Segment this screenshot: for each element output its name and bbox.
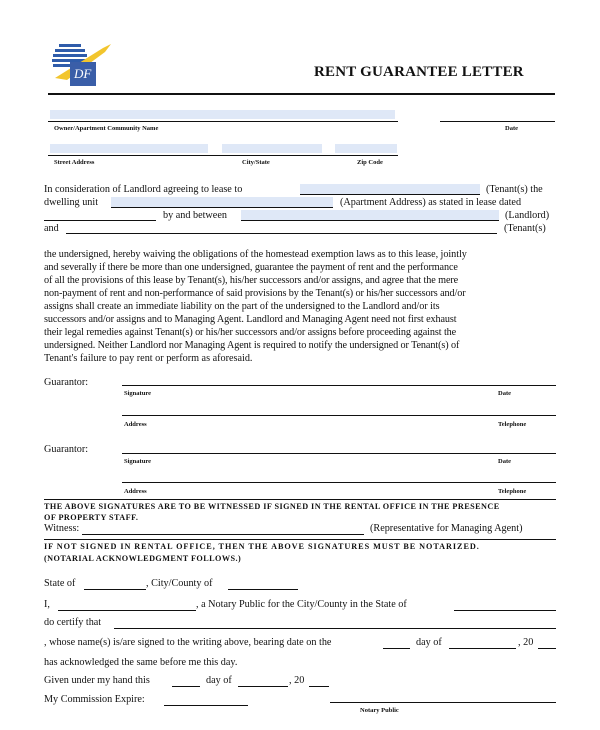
date-label: Date <box>505 125 518 132</box>
guarantor-2-address-line[interactable] <box>122 482 556 483</box>
intro-l2a: dwelling unit <box>44 197 99 208</box>
intro-l1b: (Tenant(s) the <box>486 184 543 195</box>
ack-label: has acknowledged the same before me this day. <box>44 657 238 668</box>
paragraph-line-8: undersigned. Neither Landlord nor Managing Agent is required to notify the undersigned or Tenant(s) of <box>44 340 460 351</box>
witness-notice-1: THE ABOVE SIGNATURES ARE TO BE WITNESSED IF SIGNED IN THE RENTAL OFFICE IN THE PRESENCE <box>44 502 500 511</box>
certify-label: do certify that <box>44 617 102 628</box>
paragraph-line-4: non-payment of rent and non-performance of said provisions by the Tenant(s) or his/her successors and/or <box>44 288 466 299</box>
guarantor-1-address-line[interactable] <box>122 415 556 416</box>
tenant-field[interactable] <box>300 184 480 195</box>
given-month-field[interactable] <box>238 676 288 687</box>
paragraph-line-7: their legal remedies against Tenant(s) or his/her successors and/or assigns before proceeding against the <box>44 327 457 338</box>
paragraph-line-9: Tenant's failure to pay rent or perform as aforesaid. <box>44 353 253 364</box>
expire-label: My Commission Expire: <box>44 694 145 705</box>
lease-date-field[interactable] <box>44 210 156 221</box>
guarantor-1-telephone-label: Telephone <box>498 421 527 428</box>
page-title: RENT GUARANTEE LETTER <box>314 64 524 80</box>
bearing-date-field[interactable] <box>383 638 410 649</box>
witness-rep: (Representative for Managing Agent) <box>370 523 523 534</box>
whose-label: , whose name(s) is/are signed to the writing above, bearing date on the <box>44 637 332 648</box>
state-label: State of <box>44 578 76 589</box>
intro-l4b: (Tenant(s) <box>504 223 546 234</box>
notary-notice-1: IF NOT SIGNED IN RENTAL OFFICE, THEN THE ABOVE SIGNATURES MUST BE NOTARIZED. <box>44 542 480 551</box>
guarantor-2-signature-line[interactable] <box>122 453 556 454</box>
logo-text: DF <box>74 66 92 81</box>
street-field[interactable] <box>50 144 208 153</box>
guarantor-2-address-label: Address <box>124 488 147 495</box>
title-rule <box>48 93 555 95</box>
guarantor-1-address-label: Address <box>124 421 147 428</box>
tenant2-field[interactable] <box>66 223 497 234</box>
intro-l4a: and <box>44 223 59 234</box>
landlord-field[interactable] <box>241 210 499 221</box>
intro-l1a: In consideration of Landlord agreeing to lease to <box>44 184 243 195</box>
owner-field[interactable] <box>50 110 395 119</box>
notary-name-field[interactable] <box>58 600 196 611</box>
guarantor-1-date-label: Date <box>498 390 511 397</box>
expire-field[interactable] <box>164 695 248 706</box>
owner-label: Owner/Apartment Community Name <box>54 125 159 132</box>
day-of-label: day of <box>416 637 442 648</box>
guarantor-1-signature-label: Signature <box>124 390 151 397</box>
guarantor-1-signature-line[interactable] <box>122 385 556 386</box>
guarantor-2-label: Guarantor: <box>44 444 89 455</box>
year-label: , 20 <box>518 637 534 648</box>
state-field[interactable] <box>84 579 146 590</box>
zip-field[interactable] <box>335 144 397 153</box>
date-line <box>440 121 555 122</box>
given-year-label: , 20 <box>289 675 305 686</box>
dwelling-field[interactable] <box>111 197 333 208</box>
notary-signature-line[interactable] <box>330 702 556 703</box>
paragraph-line-5: assigns shall create an immediate liability on the part of the undersigned to the Landlord and/or its <box>44 301 440 312</box>
section-rule-2 <box>44 539 556 540</box>
zip-label: Zip Code <box>357 159 383 166</box>
notary-notice-2: (NOTARIAL ACKNOWLEDGMENT FOLLOWS.) <box>44 554 242 563</box>
witness-field[interactable] <box>82 524 364 535</box>
paragraph-line-6: successors and/or assigns and to Managing Agent. Landlord and Managing Agent need not first exhaust <box>44 314 457 325</box>
address-line <box>48 155 398 156</box>
guarantor-2-telephone-label: Telephone <box>498 488 527 495</box>
given-day-field[interactable] <box>172 676 200 687</box>
intro-l3a: by and between <box>163 210 227 221</box>
paragraph-line-1: the undersigned, hereby waiving the obligations of the homestead exemption laws as to this lease, jointly <box>44 249 467 260</box>
given-day-label: day of <box>206 675 232 686</box>
logo <box>45 40 120 92</box>
intro-l2b: (Apartment Address) as stated in lease dated <box>340 197 522 208</box>
guarantor-2-date-label: Date <box>498 458 511 465</box>
notary-for-label: , a Notary Public for the City/County in the State of <box>196 599 407 610</box>
street-label: Street Address <box>54 159 95 166</box>
notary-state-field[interactable] <box>454 600 556 611</box>
year-field[interactable] <box>538 638 556 649</box>
guarantor-2-signature-label: Signature <box>124 458 151 465</box>
guarantor-1-label: Guarantor: <box>44 377 89 388</box>
paragraph-line-2: and severally if there be more than one undersigned, guarantee the payment of rent and the performance <box>44 262 458 273</box>
certify-field[interactable] <box>114 618 556 629</box>
witness-notice-2: OF PROPERTY STAFF. <box>44 513 139 522</box>
owner-line <box>48 121 398 122</box>
intro-l3b: (Landlord) <box>505 210 550 221</box>
section-rule-1 <box>44 499 556 500</box>
city-field[interactable] <box>222 144 322 153</box>
witness-label: Witness: <box>44 523 80 534</box>
notary-public-label: Notary Public <box>360 707 399 714</box>
city-county-field[interactable] <box>228 579 298 590</box>
given-year-field[interactable] <box>309 676 329 687</box>
city-label: , City/County of <box>146 578 213 589</box>
paragraph-line-3: of all the provisions of this lease by Tenant(s), his/her successors and/or assigns, and agree that the mere <box>44 275 459 286</box>
i-label: I, <box>44 599 50 610</box>
citystate-label: City/State <box>242 159 270 166</box>
given-label: Given under my hand this <box>44 675 150 686</box>
day-of-field[interactable] <box>449 638 516 649</box>
